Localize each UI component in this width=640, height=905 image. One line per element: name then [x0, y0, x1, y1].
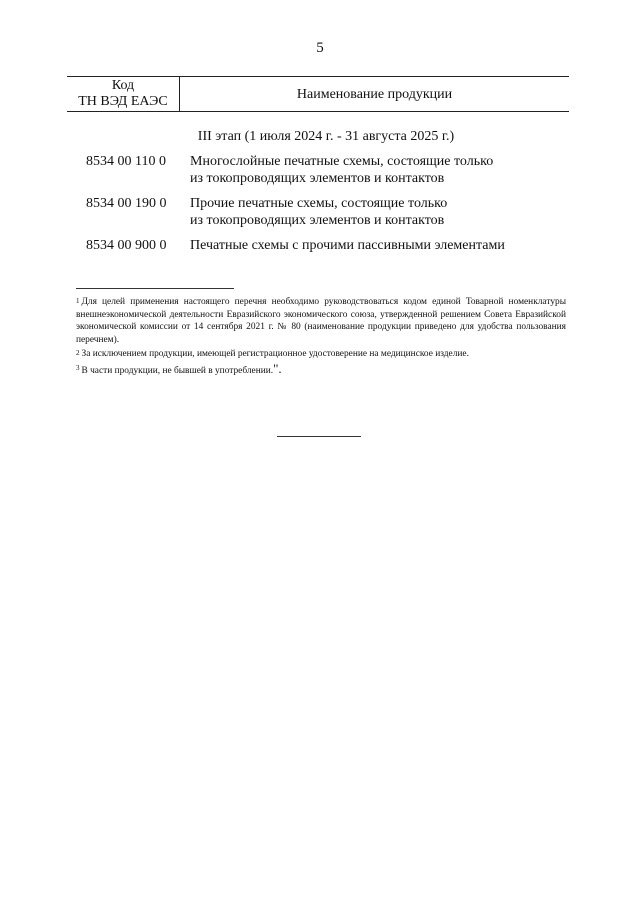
- product-name: Прочие печатные схемы, состоящие только из токопроводящих элементов и контактов: [190, 196, 448, 228]
- code-column-header: [67, 77, 180, 111]
- footnote-separator: [76, 288, 234, 289]
- footnote-mark: 1: [76, 297, 80, 305]
- footnote-text: За исключением продукции, имеющей регистрационное удостоверение на медицинское изделие.: [81, 349, 469, 359]
- code-header-line2: ТН ВЭД ЕАЭС: [78, 94, 168, 109]
- table-header: [67, 76, 569, 112]
- stage-title: III этап (1 июля 2024 г. - 31 августа 2025 г.): [197, 129, 455, 144]
- footnote-1: [76, 296, 566, 346]
- table-row: [86, 153, 566, 187]
- footnote-mark: 3: [76, 363, 80, 372]
- closing-quote: ".: [273, 360, 282, 376]
- table-row: [86, 237, 566, 254]
- product-code: 8534 00 900 0: [86, 238, 167, 253]
- product-name: Печатные схемы с прочими пассивными элементами: [190, 238, 505, 253]
- footnote-3: [76, 360, 566, 378]
- product-list: [86, 153, 566, 262]
- name-column-header: Наименование продукции: [296, 87, 453, 102]
- product-code: 8534 00 110 0: [86, 154, 166, 169]
- end-of-document-line: [277, 436, 361, 437]
- footnotes: [76, 296, 566, 379]
- page-number: 5: [316, 40, 324, 56]
- footnote-2: [76, 348, 566, 361]
- code-header-line1: Код: [111, 78, 135, 93]
- product-name: Многослойные печатные схемы, состоящие только из токопроводящих элементов и контактов: [190, 154, 494, 186]
- table-row: [86, 195, 566, 229]
- product-code: 8534 00 190 0: [86, 196, 167, 211]
- footnote-text: Для целей применения настоящего перечня необходимо руководствоваться кодом единой Товарной номенклатуры внешнеэкономической деятельности Евразийского экономического союза, утвержденной решением Совета Евразийской экономической комиссии от 14 сентября 2021 г. № 80 (наименование продукции приведено для удобства пользования перечнем).: [76, 297, 566, 345]
- footnote-text: В части продукции, не бывшей в употреблении.: [81, 365, 274, 376]
- footnote-mark: 2: [76, 349, 80, 357]
